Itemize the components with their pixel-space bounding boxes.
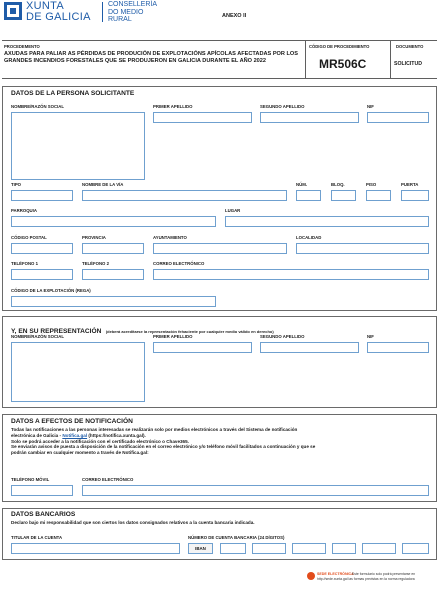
account-part2-field[interactable] xyxy=(402,543,429,554)
iban-label: IBAN xyxy=(188,543,213,554)
account-part1-field[interactable] xyxy=(362,543,396,554)
council-field[interactable] xyxy=(153,243,287,254)
representative-section-title: Y, EN SU REPRESENTACIÓN xyxy=(11,328,102,335)
notification-text xyxy=(11,427,431,456)
postal-code-label: CÓDIGO POSTAL xyxy=(11,235,47,240)
parish-field[interactable] xyxy=(11,216,216,227)
locality-label: LOCALIDAD xyxy=(296,235,322,240)
document-type: SOLICITUD xyxy=(394,61,422,67)
footer-text-1: Este formulario solo podrá presentarse en xyxy=(352,572,416,576)
footer-text-2: http://sede.xunta.gal las formas previstas en la norma reguladora xyxy=(317,577,415,581)
logo-separator xyxy=(102,2,103,22)
notification-line-4: Se enviarán avisos de puesta a disposición de la notificación en el correo electrónico y/o teléfono móvil facilitados a continuación y que se xyxy=(11,444,316,450)
applicant-surname2-label: SEGUNDO APELLIDO xyxy=(260,104,305,109)
floor-label: PISO xyxy=(366,182,377,187)
notifica-link[interactable]: Notifica.gal xyxy=(62,432,88,438)
rep-surname1-field[interactable] xyxy=(153,342,252,353)
mobile-field[interactable] xyxy=(11,485,73,496)
phone2-label: TELÉFONO 2 xyxy=(82,261,109,266)
place-label: LUGAR xyxy=(225,208,241,213)
floor-field[interactable] xyxy=(366,190,391,201)
notification-line-5: podrán cambiar en cualquier momento a través de Notifica.gal: xyxy=(11,450,149,456)
rep-name-label: NOMBRE/RAZÓN SOCIAL xyxy=(11,334,64,339)
control-digits-field[interactable] xyxy=(332,543,356,554)
representative-note: (deberá acreditarse la representación fehaciente por cualquier medio válido en derecho) xyxy=(105,329,274,334)
logo-line-1: XUNTA xyxy=(26,0,64,12)
rega-label: CÓDIGO DE LA EXPLOTACIÓN (REGA) xyxy=(11,288,91,293)
mobile-label: TELÉFONO MÓVIL xyxy=(11,477,50,482)
phone1-field[interactable] xyxy=(11,269,73,280)
type-field[interactable] xyxy=(11,190,73,201)
applicant-surname1-field[interactable] xyxy=(153,112,252,123)
applicant-name-field[interactable] xyxy=(11,112,145,180)
procedure-bottom-rule xyxy=(2,78,437,79)
council-label: AYUNTAMIENTO xyxy=(153,235,187,240)
notification-line-2-start: electrónica de Galicia - xyxy=(11,432,63,438)
applicant-nif-label: NIF xyxy=(367,104,374,109)
block-field[interactable] xyxy=(331,190,356,201)
ministry-line-2: DO MEDIO xyxy=(108,8,144,16)
notification-line-1: Todas las notificaciones a las personas interesadas se realizarán solo por medios electrónicos a través del Sistema de notificación xyxy=(11,427,298,432)
place-field[interactable] xyxy=(225,216,429,227)
entity-field[interactable] xyxy=(252,543,286,554)
type-label: TIPO xyxy=(11,182,22,187)
locality-field[interactable] xyxy=(296,243,429,254)
rep-surname2-field[interactable] xyxy=(260,342,359,353)
street-field[interactable] xyxy=(82,190,287,201)
xunta-logo-icon xyxy=(4,2,22,20)
annex-label: ANEXO II xyxy=(222,13,247,19)
ministry-name xyxy=(108,1,157,24)
account-holder-label: TITULAR DE LA CUENTA xyxy=(11,535,63,540)
ministry-line-3: RURAL xyxy=(108,16,132,24)
account-holder-field[interactable] xyxy=(11,543,180,554)
bank-section-title: DATOS BANCARIOS xyxy=(11,511,76,518)
ministry-line-1: CONSELLERÍA xyxy=(108,1,158,8)
street-label: NOMBRE DE LA VÍA xyxy=(82,182,124,187)
rep-surname2-label: SEGUNDO APELLIDO xyxy=(260,334,305,339)
applicant-section-title: DATOS DE LA PERSONA SOLICITANTE xyxy=(11,90,135,97)
rep-nif-field[interactable] xyxy=(367,342,429,353)
procedure-code-label: CÓDIGO DE PROCEDIMIENTO xyxy=(309,44,370,49)
applicant-surname1-label: PRIMER APELLIDO xyxy=(153,104,193,109)
applicant-email-label: CORREO ELECTRÓNICO xyxy=(153,261,205,266)
door-label: PUERTA xyxy=(401,182,419,187)
applicant-nif-field[interactable] xyxy=(367,112,429,123)
office-field[interactable] xyxy=(292,543,326,554)
iban-digits-field[interactable] xyxy=(220,543,246,554)
postal-code-field[interactable] xyxy=(11,243,73,254)
rega-field[interactable] xyxy=(11,296,216,307)
procedure-title: AXUDAS PARA PALIAR AS PÉRDIDAS DE PRODUCIÓN DE EXPLOTACIÓNS APÍCOLAS AFECTADAS POR LOS GRANDES INCENDIOS FORESTALES QUE SE PRODUJERON EN GALICIA DURANTE EL AÑO 2022 xyxy=(4,51,298,64)
procedure-label: PROCEDEMENTO xyxy=(4,44,40,49)
logo-wordmark xyxy=(26,1,91,23)
number-field[interactable] xyxy=(296,190,321,201)
logo-line-2: DE GALICIA xyxy=(26,11,91,23)
parish-label: PARROQUIA xyxy=(11,208,37,213)
phone1-label: TELÉFONO 1 xyxy=(11,261,38,266)
notification-line-2-end: (https://notifica.xunta.gal). xyxy=(87,432,146,438)
door-field[interactable] xyxy=(401,190,429,201)
notification-section-title: DATOS A EFECTOS DE NOTIFICACIÓN xyxy=(11,418,133,425)
account-number-label: NÚMERO DE CUENTA BANCARIA (24 DÍGITOS) xyxy=(188,535,285,540)
province-label: PROVINCIA xyxy=(82,235,106,240)
procedure-divider-1 xyxy=(305,40,306,78)
block-label: BLOQ. xyxy=(331,182,345,187)
applicant-name-label: NOMBRE/RAZÓN SOCIAL xyxy=(11,104,64,109)
phone2-field[interactable] xyxy=(82,269,144,280)
rep-name-field[interactable] xyxy=(11,342,145,402)
bank-declaration: Declaro bajo mi responsabilidad que son ciertos los datos consignados relativos a la cuenta bancaria indicada. xyxy=(11,520,255,525)
notification-email-field[interactable] xyxy=(82,485,429,496)
sede-seal-icon xyxy=(307,572,315,580)
document-label: DOCUMENTO xyxy=(396,44,424,49)
number-label: NÚM. xyxy=(296,182,307,187)
rep-surname1-label: PRIMER APELLIDO xyxy=(153,334,193,339)
procedure-top-rule xyxy=(2,40,437,41)
procedure-divider-2 xyxy=(390,40,391,78)
rep-nif-label: NIF xyxy=(367,334,374,339)
notification-line-3: Solo se podrá acceder a la notificación con el certificado electrónico o Chave365. xyxy=(11,438,189,444)
province-field[interactable] xyxy=(82,243,144,254)
notification-email-label: CORREO ELECTRÓNICO xyxy=(82,477,134,482)
applicant-email-field[interactable] xyxy=(153,269,429,280)
sede-label: SEDE ELECTRÓNICA xyxy=(317,572,354,576)
procedure-code: MR506C xyxy=(319,57,367,71)
applicant-surname2-field[interactable] xyxy=(260,112,359,123)
